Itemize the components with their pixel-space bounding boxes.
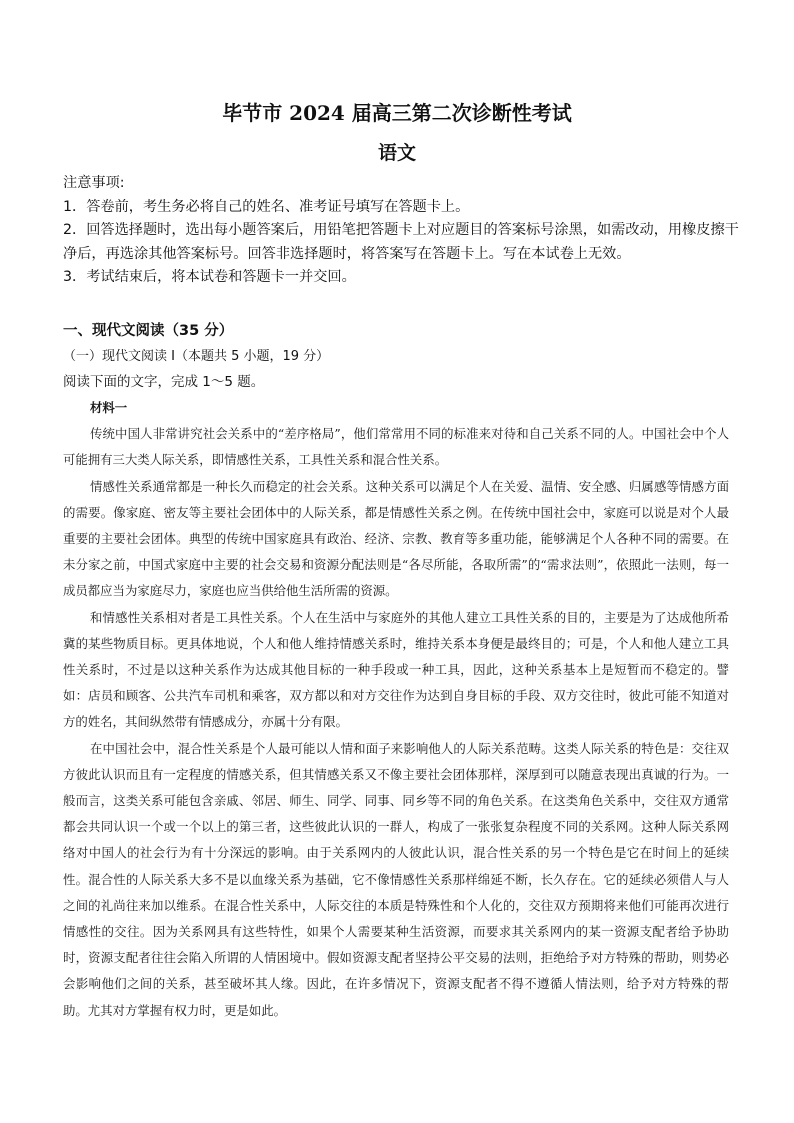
subject-title: 语文 [377,142,416,164]
instruction-item-3: 3．考试结束后，将本试卷和答题卡一并交回。 [63,269,356,286]
instructions-heading: 注意事项: [63,175,125,191]
material-one [63,395,729,1024]
material-paragraph-1: 传统中国人非常讲究社会关系中的“差序格局”，他们常常用不同的标准来对待和自己关系不同的人。中国社会中个人可能拥有三大类人际关系，即情感性关系，工具性关系和混合性关系。 [63,426,729,468]
material-paragraph-4: 在中国社会中，混合性关系是个人最可能以人情和面子来影响他人的人际关系范畴。这类人际关系的特色是：交往双方彼此认识而且有一定程度的情感关系，但其情感关系又不像主要社会团体那样，深厚到可以随意表现出真诚的行为。一般而言，这类关系可能包含亲戚、邻居、师生、同学、同事、同乡等不同的角色关系。在这类角色关系中，交往双方通常都会共同认识一个或一个以上的第三者，这些彼此认识的一群人，构成了一张张复杂程度不同的关系网。这种人际关系网络对中国人的社会行为有十分深远的影响。由于关系网内的人彼此认识，混合性关系的另一个特色是它在时间上的延续性。混合性的人际关系大多不是以血缘关系为基础，它不像情感性关系那样绵延不断，长久存在。它的延续必须借人与人之间的礼尚往来加以维系。在混合性关系中，人际交往的本质是特殊性和个人化的，交往双方预期将来他们可能再次进行情感性的交往。因为关系网具有这些特性，如果个人需要某种生活资源，而要求其关系网内的某一资源支配者给予协助时，资源支配者往往会陷入所谓的人情困境中。假如资源支配者坚持公平交易的法则，拒绝给予对方特殊的帮助，则势必会影响他们之间的关系，甚至破坏其人缘。因此，在许多情况下，资源支配者不得不遵循人情法则，给予对方特殊的帮助。尤其对方掌握有权力时，更是如此。 [63,740,729,1018]
material-label: 材料一 [90,400,128,415]
instruction-item-2: 2．回答选择题时，选出每小题答案后，用铅笔把答题卡上对应题目的答案标号涂黑，如需改动，用橡皮擦干净后，再选涂其他答案标号。回答非选择题时，将答案写在答题卡上。写在本试卷上无效。 [63,222,739,262]
instruction-item-1: 1．答卷前，考生务必将自己的姓名、准考证号填写在答题卡上。 [63,198,470,215]
instructions-block [63,172,739,290]
subsection-title: （一）现代文阅读 I（本题共 5 小题，19 分） [63,349,330,364]
material-paragraph-3: 和情感性关系相对者是工具性关系。个人在生活中与家庭外的其他人建立工具性关系的目的，主要是为了达成他所希冀的某些物质目标。更具体地说，个人和他人维持情感关系时，维持关系本身便是最终目的；可是，个人和他人建立工具性关系时，不过是以这种关系作为达成其他目标的一种手段或一种工具，因此，这种关系基本上是短暂而不稳定的。譬如：店员和顾客、公共汽车司机和乘客，双方都以和对方交往作为达到自身目标的手段、双方交往时，彼此可能不知道对方的姓名，其间纵然带有情感成分，亦属十分有限。 [63,609,729,730]
section-title: 一、现代文阅读（35 分） [63,323,234,339]
reading-prompt: 阅读下面的文字，完成 1～5 题。 [63,374,265,390]
material-paragraph-2: 情感性关系通常都是一种长久而稳定的社会关系。这种关系可以满足个人在关爱、温情、安全感、归属感等情感方面的需要。像家庭、密友等主要社会团体中的人际关系，都是情感性关系之例。在传统中国社会中，家庭可以说是对个人最重要的主要社会团体。典型的传统中国家庭具有政治、经济、宗教、教育等多重功能，能够满足个人各种不同的需要。在未分家之前，中国式家庭中主要的社会交易和资源分配法则是“各尽所能，各取所需”的“需求法则”，依照此一法则，每一成员都应当为家庭尽力，家庭也应当供给他生活所需的资源。 [63,478,729,599]
exam-title: 毕节市 2024 届高三第二次诊断性考试 [222,101,572,125]
